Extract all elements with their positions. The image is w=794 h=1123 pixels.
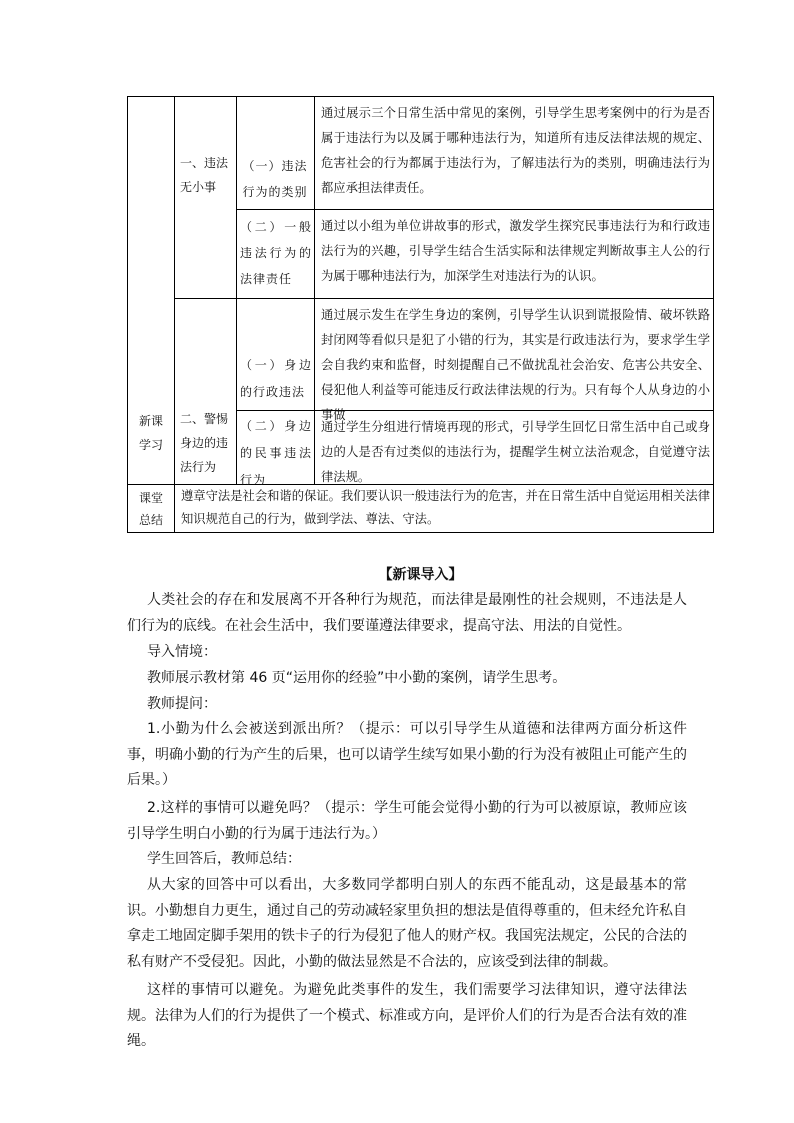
paragraph-summary-label: 学生回答后，教师总结： <box>147 851 301 867</box>
section2-title: 二、警惕身边的违法行为 <box>180 412 229 474</box>
paragraph-conclusion: 这样的事情可以避免。为避免此类事件的发生，我们需要学习法律知识，遵守法律法规。法律为人们的行为提供了一个模式、标准或方向，是评价人们的行为是否合法有效的准绳。 <box>127 982 687 1049</box>
paragraph-question-1: 1.小勤为什么会被送到派出所？（提示：可以引导学生从道德和法律两方面分析这件事，明确小勤的行为产生的后果，也可以请学生续写如果小勤的行为没有被阻止可能产生的后果。） <box>127 721 687 788</box>
table-divider <box>236 97 237 484</box>
section1-title: 一、违法无小事 <box>180 156 229 194</box>
section1-sub1-title: （一）违法行为的类别 <box>242 159 308 199</box>
new-lesson-label: 新课学习 <box>138 414 163 452</box>
table-divider <box>174 97 175 484</box>
section2-sub1-content: 通过展示发生在学生身边的案例，引导学生认识到谎报险情、破坏铁路封闭网等看似只是犯了小错的行为，其实是行政违法行为，要求学生学会自我约束和监督，时刻提醒自己不做扰乱社会治安、危害公共安全、侵犯他人利益等可能违反行政法律法规的行为。只有每个人从身边的小事做 <box>321 308 710 422</box>
paragraph-intro: 人类社会的存在和发展离不开各种行为规范，而法律是最刚性的社会规则，不违法是人们行为的底线。在社会生活中，我们要谨遵法律要求，提高守法、用法的自觉性。 <box>127 592 687 634</box>
section2-sub1-title: （一）身边的行政违法 <box>240 358 312 399</box>
section2-sub2-content: 通过学生分组进行情境再现的形式，引导学生回忆日常生活中自己或身边的人是否有过类似的违法行为，提醒学生树立法治观念，自觉遵守法律法规。 <box>321 420 710 484</box>
paragraph-scenario: 教师展示教材第 46 页“运用你的经验”中小勤的案例，请学生思考。 <box>147 670 567 686</box>
paragraph-scenario-label: 导入情境： <box>147 644 217 660</box>
section2-sub2-title: （二）身边的民事违法行为 <box>240 419 312 487</box>
section-heading: 【新课导入】 <box>378 567 463 583</box>
paragraph-question-label: 教师提问： <box>147 696 217 712</box>
section1-sub2-title: （二）一般违法行为的法律责任 <box>240 220 312 286</box>
section1-sub2-content: 通过以小组为单位讲故事的形式，激发学生探究民事违法行为和行政违法行为的兴趣，引导学生结合生活实际和法律规定判断故事主人公的行为属于哪种违法行为，加深学生对违法行为的认识。 <box>321 219 710 283</box>
paragraph-question-2: 2.这样的事情可以避免吗？（提示：学生可能会觉得小勤的行为可以被原谅，教师应该引导学生明白小勤的行为属于违法行为。） <box>127 800 687 842</box>
summary-content: 遵章守法是社会和谐的保证。我们要认识一般违法行为的危害，并在日常生活中自觉运用相关法律知识规范自己的行为，做到学法、尊法、守法。 <box>181 489 710 526</box>
paragraph-teacher-summary: 从大家的回答中可以看出，大多数同学都明白别人的东西不能乱动，这是最基本的常识。小勤想自力更生，通过自己的劳动减轻家里负担的想法是值得尊重的，但未经允许私自拿走工地固定脚手架用的铁卡子的行为侵犯了他人的财产权。我国宪法规定，公民的合法的私有财产不受侵犯。因此，小勤的做法显然是不合法的，应该受到法律的制裁。 <box>127 877 687 970</box>
lesson-plan-table <box>127 96 714 533</box>
summary-label: 课堂总结 <box>138 491 163 527</box>
section1-sub1-content: 通过展示三个日常生活中常见的案例，引导学生思考案例中的行为是否属于违法行为以及属于哪种违法行为，知道所有违反法律法规的规定、危害社会的行为都属于违法行为，了解违法行为的类别，明确违法行为都应承担法律责任。 <box>321 106 710 195</box>
